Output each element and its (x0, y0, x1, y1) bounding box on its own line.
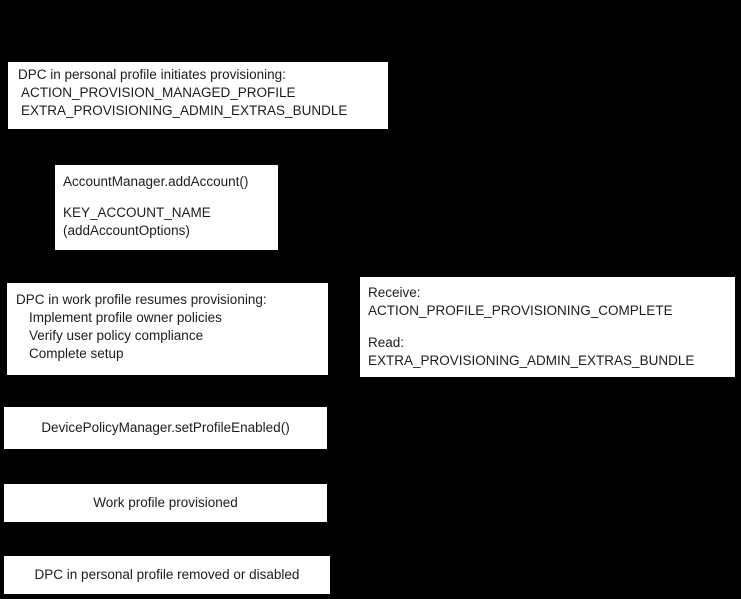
node-dpc-personal-initiates (8, 62, 388, 129)
add-account-options-label: (addAccountOptions) (63, 223, 190, 238)
extra-provisioning-admin-extras-bundle-read-label: EXTRA_PROVISIONING_ADMIN_EXTRAS_BUNDLE (368, 353, 695, 368)
account-manager-add-account-label: AccountManager.addAccount() (63, 174, 249, 189)
set-profile-enabled-label: DevicePolicyManager.setProfileEnabled() (41, 420, 290, 435)
node-receive-broadcast (360, 277, 735, 377)
read-label: Read: (368, 335, 405, 350)
node-set-profile-enabled (4, 407, 327, 449)
node-dpc-work-resumes-title: DPC in work profile resumes provisioning: (16, 292, 267, 307)
key-account-name-label: KEY_ACCOUNT_NAME (63, 205, 211, 220)
node-dpc-personal-removed (4, 556, 330, 594)
dpc-personal-removed-label: DPC in personal profile removed or disabled (34, 567, 300, 582)
node-dpc-personal-initiates-title: DPC in personal profile initiates provisioning: (18, 67, 286, 82)
node-work-profile-provisioned (4, 484, 327, 522)
action-provision-managed-profile-label: ACTION_PROVISION_MANAGED_PROFILE (21, 85, 296, 100)
receive-label: Receive: (368, 285, 421, 300)
action-profile-provisioning-complete-label: ACTION_PROFILE_PROVISIONING_COMPLETE (368, 303, 673, 318)
complete-setup-label: Complete setup (29, 346, 124, 361)
implement-policies-label: Implement profile owner policies (29, 310, 222, 325)
node-dpc-work-resumes (7, 283, 328, 375)
verify-compliance-label: Verify user policy compliance (29, 328, 204, 343)
extra-provisioning-admin-extras-bundle-label: EXTRA_PROVISIONING_ADMIN_EXTRAS_BUNDLE (21, 103, 348, 118)
node-account-manager-add-account (55, 165, 278, 250)
work-profile-provisioned-label: Work profile provisioned (93, 495, 238, 510)
